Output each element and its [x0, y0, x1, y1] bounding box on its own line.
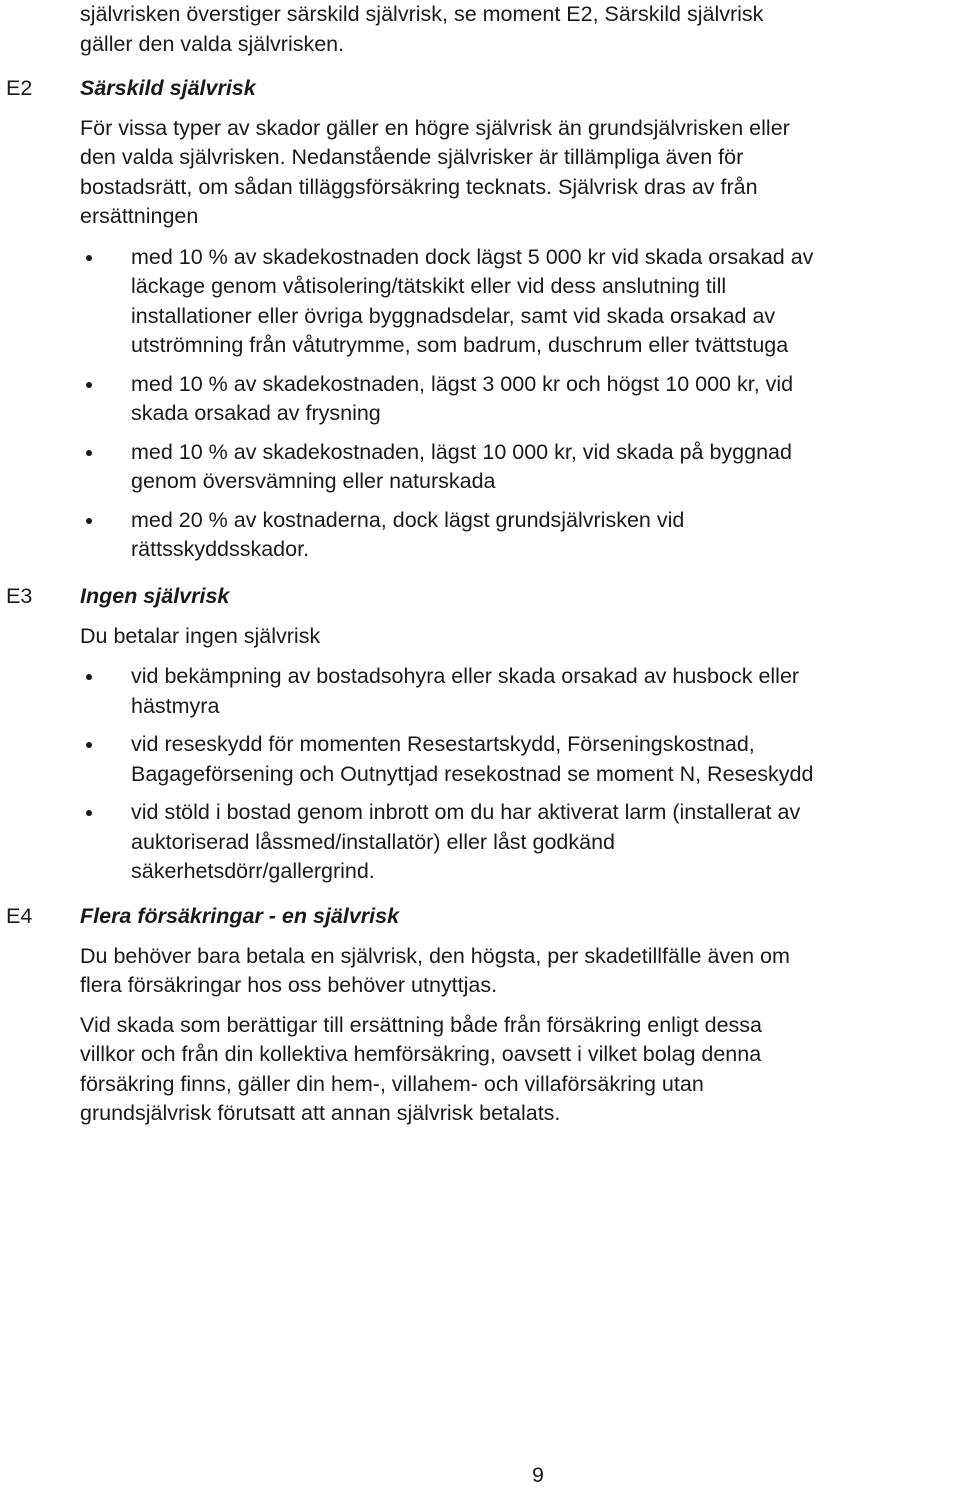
intro-line: självrisken överstiger särskild självrisk, se moment E2, Särskild självrisk: [80, 2, 764, 26]
paragraph-line: Du behöver bara betala en självrisk, den högsta, per skadetillfälle även om: [80, 943, 790, 968]
paragraph-line: Du betalar ingen självrisk: [80, 623, 321, 648]
section-e3: [80, 582, 960, 887]
bullet-line: med 20 % av kostnaderna, dock lägst grundsjälvrisken vid: [131, 507, 685, 532]
bullet-line: säkerhetsdörr/gallergrind.: [131, 859, 375, 883]
section-code-e3: E3: [6, 584, 33, 608]
intro-paragraph: [80, 0, 960, 59]
bullet-line: auktoriserad låssmed/installatör) eller låst godkänd: [131, 829, 615, 854]
bullet-icon: [86, 742, 92, 748]
section-e2-bullet-list: [80, 243, 960, 565]
bullet-icon: [86, 382, 92, 388]
section-e4-paragraph-2: [80, 1011, 960, 1129]
bullet-icon: [86, 450, 92, 456]
section-code-e4: E4: [6, 904, 33, 928]
bullet-icon: [86, 674, 92, 680]
paragraph-line: grundsjälvrisk förutsatt att annan självrisk betalats.: [80, 1101, 561, 1125]
bullet-line: vid reseskydd för momenten Resestartskydd, Förseningskostnad,: [131, 732, 755, 756]
paragraph-line: bostadsrätt, om sådan tilläggsförsäkring tecknats. Självrisk dras av från: [80, 174, 758, 199]
paragraph-line: försäkring finns, gäller din hem-, villahem- och villaförsäkring utan: [80, 1071, 704, 1096]
bullet-item: [80, 370, 960, 429]
bullet-item: [80, 662, 960, 721]
bullet-line: skada orsakad av frysning: [131, 401, 381, 425]
bullet-line: installationer eller övriga byggnadsdelar, samt vid skada orsakad av: [131, 303, 776, 328]
bullet-line: med 10 % av skadekostnaden, lägst 3 000 kr och högst 10 000 kr, vid: [131, 371, 794, 396]
section-e4: [80, 902, 960, 1129]
intro-line: gäller den valda självrisken.: [80, 31, 345, 56]
section-title-e2: Särskild självrisk: [80, 76, 256, 100]
bullet-item: [80, 506, 960, 565]
bullet-item: [80, 243, 960, 361]
page-number: 9: [532, 1463, 544, 1487]
section-e3-bullet-list: [80, 662, 960, 887]
bullet-item: [80, 438, 960, 497]
section-e4-paragraph-1: [80, 942, 960, 1001]
paragraph-line: flera försäkringar hos oss behöver utnyttjas.: [80, 973, 498, 997]
section-code-e2: E2: [6, 76, 33, 100]
section-title-e4: Flera försäkringar - en självrisk: [80, 904, 400, 928]
paragraph-line: den valda självrisken. Nedanstående självrisker är tillämpliga även för: [80, 145, 744, 169]
paragraph-line: För vissa typer av skador gäller en högre självrisk än grundsjälvrisken eller: [80, 115, 790, 140]
section-e2-paragraph: [80, 114, 960, 232]
bullet-line: vid stöld i bostad genom inbrott om du har aktiverat larm (installerat av: [131, 800, 801, 824]
bullet-item: [80, 798, 960, 887]
bullet-line: utströmning från våtutrymme, som badrum, duschrum eller tvättstuga: [131, 333, 789, 357]
bullet-icon: [86, 255, 92, 261]
section-e2: [80, 74, 960, 565]
bullet-icon: [86, 810, 92, 816]
section-title-e3: Ingen självrisk: [80, 584, 230, 608]
paragraph-line: ersättningen: [80, 204, 199, 228]
bullet-line: vid bekämpning av bostadsohyra eller skada orsakad av husbock eller: [131, 664, 800, 688]
bullet-line: Bagageförsening och Outnyttjad resekostnad se moment N, Reseskydd: [131, 761, 814, 786]
section-e3-paragraph: [80, 622, 960, 652]
bullet-line: hästmyra: [131, 693, 220, 718]
paragraph-line: villkor och från din kollektiva hemförsäkring, oavsett i vilket bolag denna: [80, 1042, 762, 1066]
bullet-line: med 10 % av skadekostnaden, lägst 10 000 kr, vid skada på byggnad: [131, 439, 792, 464]
bullet-item: [80, 730, 960, 789]
bullet-line: genom översvämning eller naturskada: [131, 469, 496, 493]
bullet-line: rättsskyddsskador.: [131, 537, 310, 561]
bullet-line: med 10 % av skadekostnaden dock lägst 5 000 kr vid skada orsakad av: [131, 244, 814, 269]
paragraph-line: Vid skada som berättigar till ersättning både från försäkring enligt dessa: [80, 1012, 763, 1037]
bullet-icon: [86, 518, 92, 524]
bullet-line: läckage genom våtisolering/tätskikt eller vid dess anslutning till: [131, 274, 727, 298]
